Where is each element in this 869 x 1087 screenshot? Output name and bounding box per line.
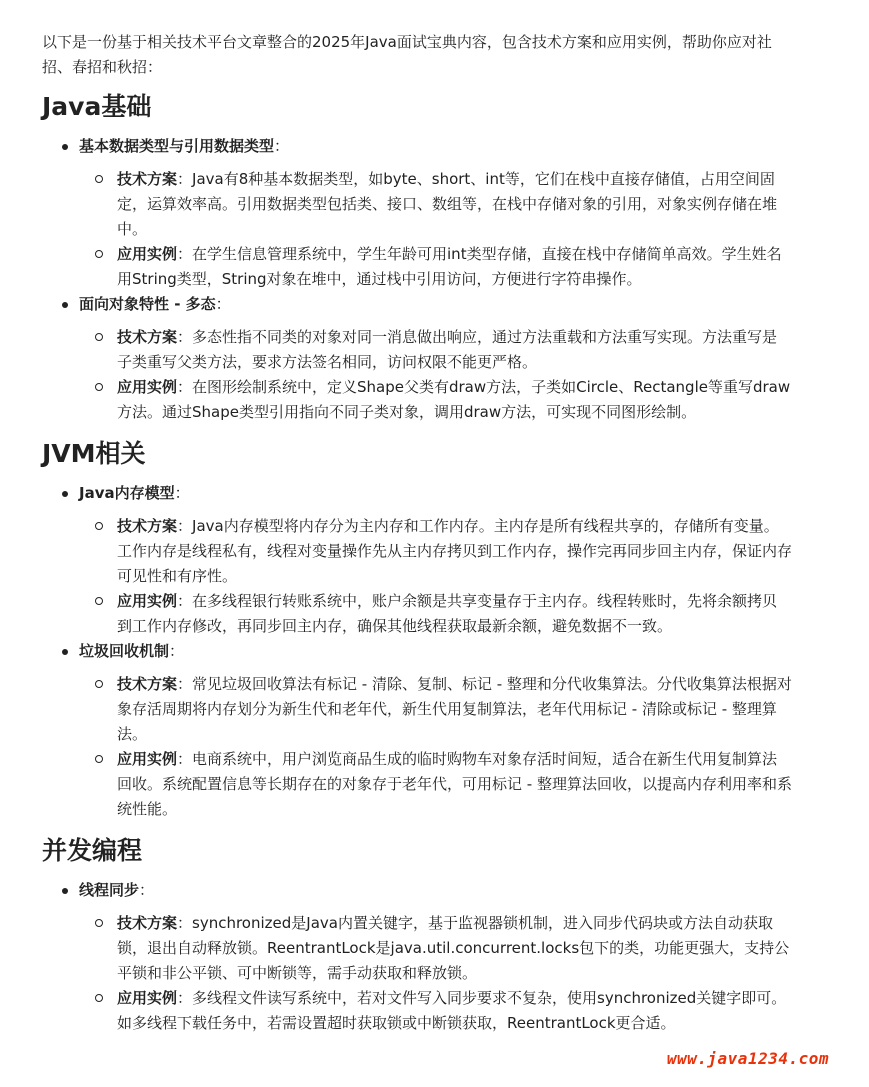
sub-item (79, 986, 792, 1036)
sub-label: 应用实例 (117, 378, 178, 396)
section-list (42, 878, 792, 1036)
circle-bullet-icon (95, 755, 103, 763)
item-label: 面向对象特性 - 多态 (79, 295, 216, 313)
bullet-icon (62, 144, 68, 150)
sub-item (79, 375, 792, 425)
section-title: JVM相关 (42, 439, 146, 468)
circle-bullet-icon (95, 680, 103, 688)
sub-item (79, 325, 792, 375)
circle-bullet-icon (95, 383, 103, 391)
circle-bullet-icon (95, 919, 103, 927)
sub-text: ：synchronized是Java内置关键字，基于监视器锁机制，进入同步代码块或方法自动获取锁，退出自动释放锁。ReentrantLock是java.util.concurrent.locks包下的类，功能更强大，支持公平锁和非公平锁、可中断锁等，需手动获取和释放锁。 (117, 914, 790, 982)
sub-label: 技术方案 (117, 914, 178, 932)
sub-label: 应用实例 (117, 245, 178, 263)
article-body (42, 30, 792, 1036)
item-colon: ： (274, 137, 290, 155)
item-colon: ： (215, 295, 231, 313)
sub-label: 应用实例 (117, 592, 178, 610)
item-label: 线程同步 (79, 881, 140, 899)
sub-item (79, 242, 792, 292)
sub-list (79, 325, 792, 425)
section-list (42, 481, 792, 822)
section-title: 并发编程 (42, 836, 143, 865)
circle-bullet-icon (95, 522, 103, 530)
list-item (42, 292, 792, 425)
sub-text: ：电商系统中，用户浏览商品生成的临时购物车对象存活时间短，适合在新生代用复制算法回收。系统配置信息等长期存在的对象存于老年代，可用标记 - 整理算法回收，以提高内存利用率和系统性能。 (117, 750, 792, 818)
sub-text: ：多态性指不同类的对象对同一消息做出响应，通过方法重载和方法重写实现。方法重写是子类重写父类方法，要求方法签名相同，访问权限不能更严格。 (117, 328, 778, 371)
item-colon: ： (139, 881, 155, 899)
sub-list (79, 514, 792, 639)
list-item (42, 639, 792, 822)
list-item (42, 481, 792, 639)
section-title: Java基础 (42, 92, 152, 121)
sub-text: ：常见垃圾回收算法有标记 - 清除、复制、标记 - 整理和分代收集算法。分代收集算法根据对象存活周期将内存划分为新生代和老年代，新生代用复制算法，老年代用标记 - 清除或标记 - 整理算法。 (117, 675, 792, 743)
sub-list (79, 911, 792, 1036)
watermark: www.java1234.com (666, 1049, 829, 1068)
sub-text: ：在图形绘制系统中，定义Shape父类有draw方法，子类如Circle、Rectangle等重写draw方法。通过Shape类型引用指向不同子类对象，调用draw方法，可实现不同图形绘制。 (117, 378, 791, 421)
circle-bullet-icon (95, 250, 103, 258)
sub-item (79, 589, 792, 639)
sub-text: ：在多线程银行转账系统中，账户余额是共享变量存于主内存。线程转账时，先将余额拷贝到工作内存修改，再同步回主内存，确保其他线程获取最新余额，避免数据不一致。 (117, 592, 778, 635)
sub-label: 技术方案 (117, 517, 178, 535)
bullet-icon (62, 888, 68, 894)
section-list (42, 134, 792, 425)
sub-list (79, 167, 792, 292)
sub-text: ：在学生信息管理系统中，学生年龄可用int类型存储，直接在栈中存储简单高效。学生姓名用String类型，String对象在堆中，通过栈中引用访问，方便进行字符串操作。 (117, 245, 782, 288)
sub-item (79, 672, 792, 747)
sub-label: 应用实例 (117, 750, 178, 768)
bullet-icon (62, 649, 68, 655)
circle-bullet-icon (95, 333, 103, 341)
bullet-icon (62, 491, 68, 497)
sub-item (79, 167, 792, 242)
sub-text: ：Java内存模型将内存分为主内存和工作内存。主内存是所有线程共享的，存储所有变量。工作内存是线程私有，线程对变量操作先从主内存拷贝到工作内存，操作完再同步回主内存，保证内存可见性和有序性。 (117, 517, 793, 585)
sub-label: 技术方案 (117, 328, 178, 346)
item-label: 基本数据类型与引用数据类型 (79, 137, 275, 155)
sub-item (79, 911, 792, 986)
item-label: 垃圾回收机制 (79, 642, 170, 660)
item-colon: ： (174, 484, 190, 502)
sub-text: ：多线程文件读写系统中，若对文件写入同步要求不复杂，使用synchronized关键字即可。如多线程下载任务中，若需设置超时获取锁或中断锁获取，ReentrantLock更合适。 (117, 989, 787, 1032)
sub-list (79, 672, 792, 822)
circle-bullet-icon (95, 597, 103, 605)
sub-text: ：Java有8种基本数据类型，如byte、short、int等，它们在栈中直接存储值，占用空间固定，运算效率高。引用数据类型包括类、接口、数组等，在栈中存储对象的引用，对象实例存储在堆中。 (117, 170, 778, 238)
circle-bullet-icon (95, 994, 103, 1002)
bullet-icon (62, 302, 68, 308)
intro-paragraph: 以下是一份基于相关技术平台文章整合的2025年Java面试宝典内容，包含技术方案和应用实例，帮助你应对社招、春招和秋招： (42, 33, 772, 76)
item-label: Java内存模型 (79, 484, 175, 502)
circle-bullet-icon (95, 175, 103, 183)
sub-item (79, 747, 792, 822)
item-colon: ： (169, 642, 185, 660)
sub-label: 技术方案 (117, 170, 178, 188)
sub-label: 技术方案 (117, 675, 178, 693)
list-item (42, 878, 792, 1036)
sub-label: 应用实例 (117, 989, 178, 1007)
sub-item (79, 514, 792, 589)
list-item (42, 134, 792, 292)
